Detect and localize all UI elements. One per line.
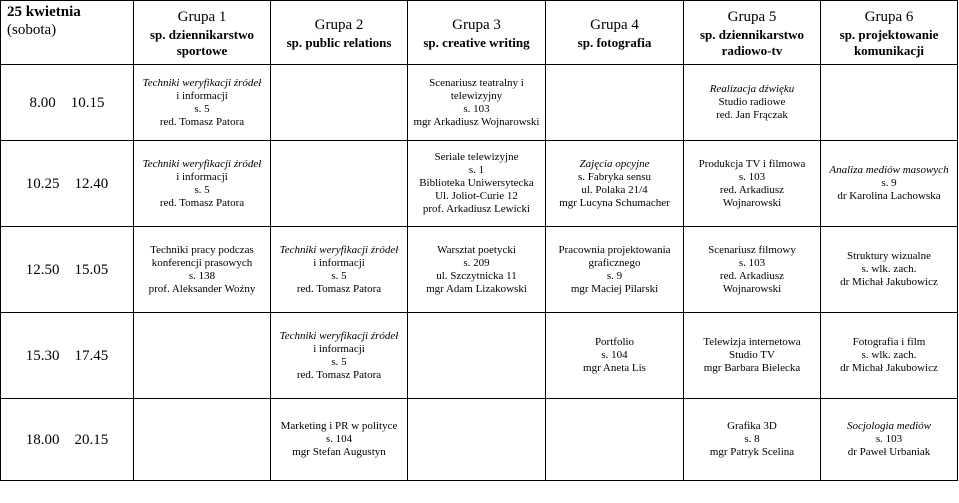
- course-title: Analiza mediów masowych: [829, 164, 949, 176]
- class-cell: [821, 141, 958, 227]
- class-cell: [271, 227, 408, 313]
- course-detail: dr Karolina Lachowska: [837, 190, 941, 202]
- course-detail: s. 9: [606, 269, 623, 282]
- schedule-row: [1, 65, 958, 141]
- group-name: Grupa 3: [452, 17, 501, 33]
- course-detail: s. Fabryka sensu: [577, 170, 652, 183]
- class-cell: [271, 141, 408, 227]
- course-title: Realizacja dźwięku: [709, 83, 795, 95]
- course-detail: prof. Arkadiusz Lewicki: [422, 203, 531, 215]
- course-detail: Wojnarowski: [722, 196, 782, 209]
- class-cell: [821, 399, 958, 481]
- group-header: [408, 1, 546, 65]
- group-name: Grupa 4: [590, 17, 639, 33]
- course-detail: i informacji: [176, 89, 228, 102]
- day-label: (sobota): [7, 22, 57, 38]
- time-slot: 8.00 10.15: [1, 65, 134, 141]
- class-cell: [271, 399, 408, 481]
- course-detail: mgr Stefan Augustyn: [292, 446, 386, 458]
- course-detail: Struktury wizualne: [846, 250, 931, 262]
- group-specialization: sp. dziennikarstwo radiowo-tv: [699, 27, 805, 58]
- course-detail: s. 103: [738, 170, 766, 183]
- course-detail: Wojnarowski: [722, 282, 782, 295]
- course-detail: s. 138: [188, 269, 216, 282]
- course-detail: Scenariusz teatralny i telewizyjny: [429, 76, 524, 102]
- course-title: Techniki weryfikacji źródeł: [142, 157, 262, 170]
- course-detail: mgr Adam Lizakowski: [426, 282, 527, 295]
- course-detail: s. 5: [194, 102, 210, 115]
- course-detail: dr Paweł Urbaniak: [847, 446, 931, 458]
- group-specialization: sp. dziennikarstwo sportowe: [149, 27, 255, 58]
- course-detail: s. 103: [875, 433, 903, 445]
- group-specialization: sp. fotografia: [577, 35, 652, 50]
- course-title: Zajęcia opcyjne: [579, 157, 650, 170]
- schedule-row: [1, 399, 958, 481]
- course-detail: s. 5: [194, 183, 210, 196]
- group-header: [684, 1, 821, 65]
- group-specialization: sp. creative writing: [423, 35, 530, 50]
- course-detail: s. 103: [463, 102, 490, 115]
- course-detail: s. 5: [331, 355, 347, 368]
- class-cell: [546, 141, 684, 227]
- schedule-row: [1, 227, 958, 313]
- time-slot: 10.25 12.40: [1, 141, 134, 227]
- class-cell: [546, 313, 684, 399]
- course-detail: Pracownia projektowania graficznego: [558, 243, 671, 269]
- course-detail: Warsztat poetycki: [437, 243, 516, 256]
- course-detail: mgr Maciej Pilarski: [570, 282, 659, 295]
- course-detail: i informacji: [313, 342, 365, 355]
- group-header: [134, 1, 271, 65]
- class-cell: [134, 399, 271, 481]
- course-detail: mgr Barbara Bielecka: [703, 362, 801, 374]
- class-cell: [821, 313, 958, 399]
- class-cell: [684, 399, 821, 481]
- time-slot: 15.30 17.45: [1, 313, 134, 399]
- time-slot: 12.50 15.05: [1, 227, 134, 313]
- class-cell: [684, 313, 821, 399]
- class-cell: [821, 227, 958, 313]
- class-cell: [134, 313, 271, 399]
- class-cell: [546, 399, 684, 481]
- course-detail: Scenariusz filmowy: [708, 243, 796, 256]
- group-header: [821, 1, 958, 65]
- course-detail: ul. Polaka 21/4: [581, 183, 648, 196]
- course-detail: s. 1: [468, 164, 485, 176]
- course-detail: red. Arkadiusz: [719, 269, 785, 282]
- class-cell: [408, 313, 546, 399]
- course-detail: dr Michał Jakubowicz: [840, 276, 938, 288]
- class-cell: [821, 65, 958, 141]
- course-detail: Fotografia i film: [852, 336, 926, 348]
- course-detail: red. Tomasz Patora: [159, 115, 245, 128]
- course-detail: Studio radiowe: [718, 96, 786, 108]
- course-detail: s. wlk. zach.: [861, 263, 917, 275]
- class-cell: [684, 141, 821, 227]
- course-detail: i informacji: [176, 170, 228, 183]
- course-detail: s. 104: [601, 349, 628, 361]
- group-specialization: sp. projektowanie komunikacji: [839, 27, 939, 58]
- course-detail: red. Arkadiusz: [719, 183, 785, 196]
- date-header: [1, 1, 134, 65]
- course-title: Techniki weryfikacji źródeł: [142, 76, 262, 89]
- course-detail: Produkcja TV i filmowa: [698, 157, 806, 170]
- class-cell: [271, 65, 408, 141]
- course-detail: dr Michał Jakubowicz: [840, 362, 938, 374]
- class-cell: [408, 65, 546, 141]
- group-name: Grupa 1: [177, 9, 227, 25]
- course-detail: Portfolio: [594, 336, 635, 348]
- course-detail: red. Jan Frączak: [716, 109, 788, 121]
- course-detail: Marketing i PR w polityce: [280, 420, 398, 432]
- class-cell: [546, 65, 684, 141]
- course-detail: red. Tomasz Patora: [159, 196, 245, 209]
- course-detail: s. 103: [738, 256, 766, 269]
- course-detail: Techniki pracy podczas konferencji prasowych: [150, 243, 254, 269]
- course-detail: Seriale telewizyjne: [434, 151, 519, 163]
- course-detail: red. Tomasz Patora: [296, 368, 382, 381]
- time-slot: 18.00 20.15: [1, 399, 134, 481]
- course-detail: s. wlk. zach.: [861, 349, 917, 361]
- group-name: Grupa 2: [314, 17, 364, 33]
- schedule-row: [1, 141, 958, 227]
- class-cell: [684, 65, 821, 141]
- date-label: 25 kwietnia: [7, 4, 81, 20]
- class-cell: [134, 141, 271, 227]
- course-title: Techniki weryfikacji źródeł: [279, 243, 399, 256]
- course-detail: Biblioteka Uniwersytecka: [419, 177, 534, 189]
- group-specialization: sp. public relations: [286, 35, 392, 50]
- course-title: Techniki weryfikacji źródeł: [279, 329, 399, 342]
- course-detail: Ul. Joliot-Curie 12: [435, 190, 518, 202]
- course-detail: mgr Arkadiusz Wojnarowski: [413, 115, 540, 128]
- group-name: Grupa 5: [727, 9, 777, 25]
- group-header: [546, 1, 684, 65]
- course-detail: ul. Szczytnicka 11: [436, 269, 517, 282]
- course-detail: s. 9: [881, 177, 897, 189]
- course-detail: mgr Patryk Scelina: [709, 446, 795, 458]
- course-detail: Telewizja internetowa: [703, 336, 801, 348]
- course-detail: i informacji: [313, 256, 365, 269]
- course-title: Socjologia mediów: [846, 420, 932, 432]
- class-cell: [134, 227, 271, 313]
- course-detail: prof. Aleksander Woźny: [148, 282, 256, 295]
- course-detail: s. 8: [744, 433, 760, 445]
- header-row: [1, 1, 958, 65]
- class-cell: [546, 227, 684, 313]
- group-header: [271, 1, 408, 65]
- course-detail: Grafika 3D: [727, 420, 777, 432]
- course-detail: mgr Lucyna Schumacher: [559, 196, 670, 209]
- class-cell: [408, 227, 546, 313]
- schedule-row: [1, 313, 958, 399]
- course-detail: s. 104: [325, 433, 353, 445]
- class-cell: [408, 141, 546, 227]
- class-cell: [408, 399, 546, 481]
- class-cell: [271, 313, 408, 399]
- course-detail: mgr Aneta Lis: [583, 362, 646, 374]
- group-name: Grupa 6: [864, 9, 914, 25]
- course-detail: red. Tomasz Patora: [296, 282, 382, 295]
- class-cell: [134, 65, 271, 141]
- course-detail: Studio TV: [729, 349, 775, 361]
- course-detail: s. 5: [331, 269, 347, 282]
- class-cell: [684, 227, 821, 313]
- course-detail: s. 209: [463, 256, 490, 269]
